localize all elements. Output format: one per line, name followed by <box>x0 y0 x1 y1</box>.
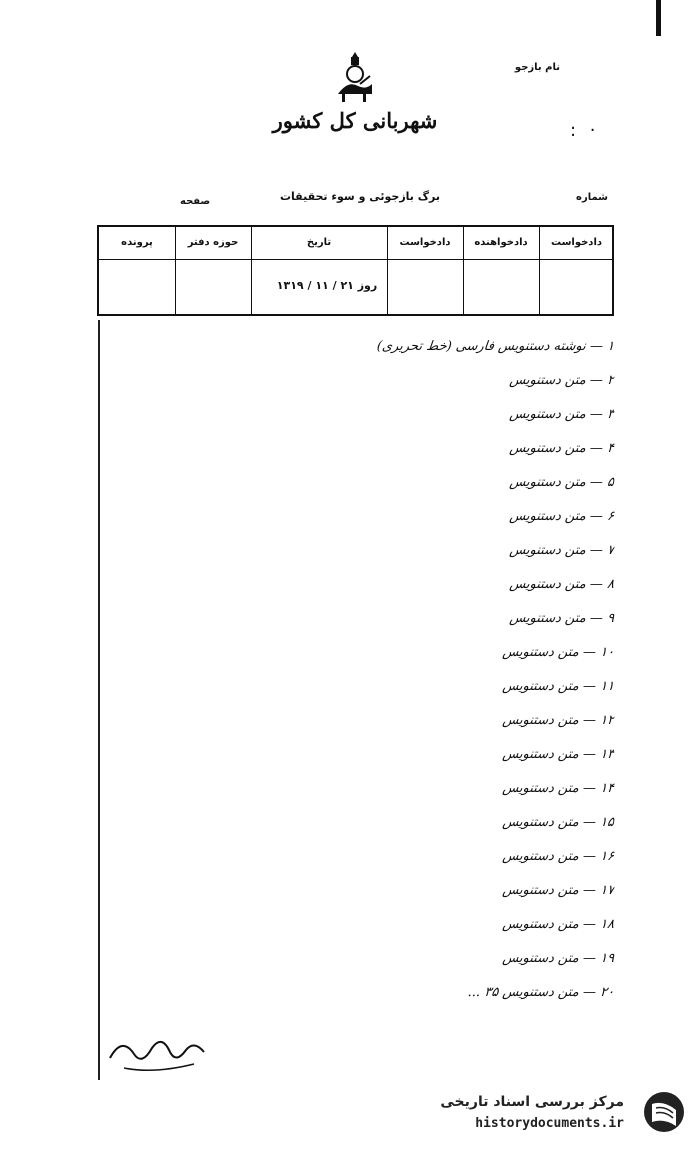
archive-title: مرکز بررسی اسناد تاریخی <box>440 1094 624 1110</box>
handwritten-line: ۱۶ — متن دستنویس <box>501 849 615 864</box>
document-header-title: شهربانی کل کشور <box>272 108 438 133</box>
number-label: شماره <box>576 192 608 203</box>
handwritten-signature <box>104 1028 214 1076</box>
handwritten-line: ۶ — متن دستنویس <box>508 509 615 524</box>
handwritten-line: ۱ — نوشته دستنویس فارسی (خط تحریری) <box>376 339 615 354</box>
lion-and-sun-emblem-icon <box>330 50 380 106</box>
handwritten-line: ۱۹ — متن دستنویس <box>501 951 615 966</box>
archive-watermark <box>416 1090 686 1142</box>
handwritten-line: ۱۵ — متن دستنویس <box>501 815 615 830</box>
handwritten-line: ۱۴ — متن دستنویس <box>501 781 615 796</box>
date-value: روز ۲۱ / ۱۱ / ۱۳۱۹ <box>276 279 378 292</box>
ink-dots: : · <box>570 120 600 141</box>
handwritten-line: ۹ — متن دستنویس <box>508 611 615 626</box>
handwritten-line: ۱۳ — متن دستنویس <box>501 747 615 762</box>
handwritten-line: ۱۱ — متن دستنویس <box>501 679 615 694</box>
column-header: تاریخ <box>306 237 332 248</box>
handwritten-line: ۸ — متن دستنویس <box>508 577 615 592</box>
handwritten-line: ۵ — متن دستنویس <box>508 475 615 490</box>
handwritten-line: ۴ — متن دستنویس <box>508 441 615 456</box>
handwritten-line: ۲۰ — متن دستنویس ۳۵ ... <box>467 985 615 1000</box>
column-header: حوزه دفتر <box>187 237 239 248</box>
margin-mark <box>656 0 661 36</box>
handwritten-line: ۱۰ — متن دستنویس <box>501 645 615 660</box>
column-header: دادخواهنده <box>474 237 528 248</box>
handwritten-body <box>98 330 614 1010</box>
archive-url: historydocuments.ir <box>475 1116 624 1131</box>
handwritten-line: ۱۲ — متن دستنویس <box>501 713 615 728</box>
column-header: دادخواست <box>550 237 602 248</box>
handwritten-line: ۱۸ — متن دستنویس <box>501 917 615 932</box>
column-header: پرونده <box>121 237 153 248</box>
page-label: صفحه <box>180 196 211 207</box>
handwritten-line: ۱۷ — متن دستنویس <box>501 883 615 898</box>
sheet-type-label: برگ بازجوئی و سوء تحقیقات <box>280 190 440 203</box>
interrogator-name-label: نام بازجو <box>514 62 560 73</box>
handwritten-line: ۷ — متن دستنویس <box>508 543 615 558</box>
handwritten-line: ۲ — متن دستنویس <box>508 373 615 388</box>
book-logo-icon <box>642 1090 686 1134</box>
handwritten-line: ۳ — متن دستنویس <box>508 407 615 422</box>
case-info-table <box>97 225 614 316</box>
column-header: دادخواست <box>399 237 451 248</box>
